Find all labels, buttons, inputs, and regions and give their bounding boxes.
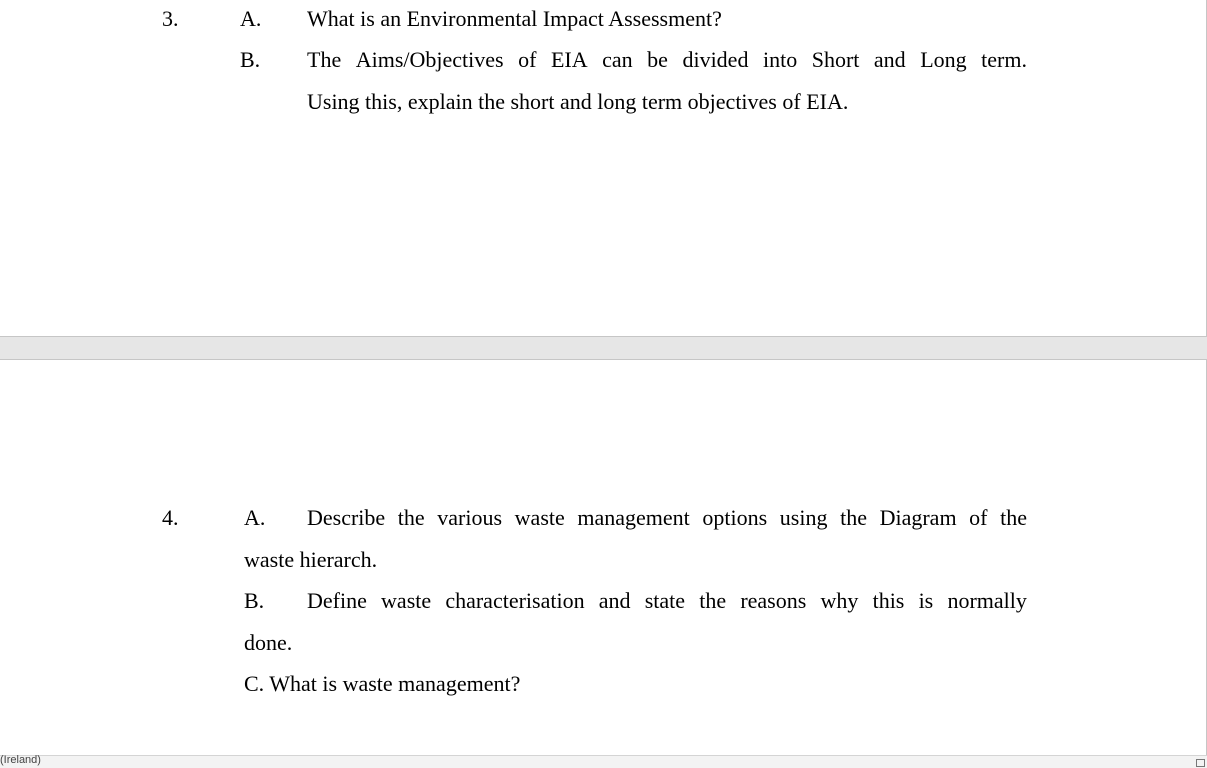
question-4a-line-1-word: the — [840, 505, 867, 530]
status-bar — [0, 755, 1207, 768]
question-4b-line-1-word: state — [644, 588, 686, 613]
question-4b-line-1-word: why — [820, 588, 859, 613]
document-page-2 — [0, 359, 1207, 755]
question-3b-line-1-word: divided — [682, 47, 749, 72]
question-4a-letter: A. — [244, 505, 266, 530]
question-3b-line-1-word: and — [873, 47, 906, 72]
question-4b-line-1-word: and — [598, 588, 631, 613]
question-4a-line-1 — [307, 505, 1027, 531]
question-4a-line-1-word: using — [779, 505, 828, 530]
question-3b-line-1-word: term. — [981, 47, 1027, 72]
question-4b-line-1-word: reasons — [740, 588, 807, 613]
question-3b-line-1-words — [307, 47, 1027, 73]
question-4a-line-1-word: of — [969, 505, 988, 530]
question-4a-line-1-word: Diagram — [879, 505, 957, 530]
question-4b-line-1-word: the — [699, 588, 727, 613]
document-page-1 — [0, 0, 1207, 337]
layout-icon[interactable] — [1196, 759, 1205, 767]
question-4b-line-1-word: is — [918, 588, 934, 613]
question-3b-line-1-word: EIA — [550, 47, 588, 72]
question-4b-line-1-words — [307, 588, 1027, 614]
question-4a-line-1-word: various — [437, 505, 503, 530]
question-4c-text: C. What is waste management? — [244, 671, 521, 696]
question-4b-line-2: done. — [244, 630, 293, 655]
question-4a-line-1-word: options — [702, 505, 768, 530]
question-3b-line-1-word: Aims/Objectives — [355, 47, 504, 72]
question-3b-line-1-word: Short — [811, 47, 860, 72]
question-3b-line-1-word: can — [602, 47, 633, 72]
question-3b-line-1-word: be — [647, 47, 668, 72]
question-4a-line-1-word: management — [577, 505, 690, 530]
question-3b-line-1-word: The — [307, 47, 342, 72]
question-4a-line-1-words — [307, 505, 1027, 531]
question-3b-line-1-word: Long — [920, 47, 967, 72]
question-4b-line-1-word: Define — [307, 588, 367, 613]
question-3a-letter: A. — [240, 6, 262, 31]
question-3-number: 3. — [162, 6, 179, 31]
question-4-number: 4. — [162, 505, 179, 530]
question-4a-line-1-word: the — [397, 505, 425, 530]
question-4b-line-1-word: normally — [947, 588, 1027, 613]
question-4a-line-1-word: waste — [514, 505, 565, 530]
question-4b-letter: B. — [244, 588, 265, 613]
question-3b-line-1 — [307, 47, 1027, 73]
question-3a-text: What is an Environmental Impact Assessment? — [307, 6, 722, 31]
question-4b-line-1-word: waste — [381, 588, 432, 613]
page-break-gap — [0, 337, 1207, 359]
question-3b-line-2: Using this, explain the short and long term objectives of EIA. — [307, 89, 849, 114]
question-4a-line-1-word: Describe — [307, 505, 386, 530]
question-3b-line-1-word: of — [518, 47, 537, 72]
question-4a-line-2: waste hierarch. — [244, 547, 378, 572]
status-language[interactable]: (Ireland) — [0, 754, 41, 766]
question-3b-line-1-word: into — [762, 47, 798, 72]
question-4b-line-1-word: this — [872, 588, 905, 613]
question-4b-line-1-word: characterisation — [445, 588, 585, 613]
question-3b-letter: B. — [240, 47, 261, 72]
question-4a-line-1-word: the — [1000, 505, 1027, 530]
question-4b-line-1 — [307, 588, 1027, 614]
